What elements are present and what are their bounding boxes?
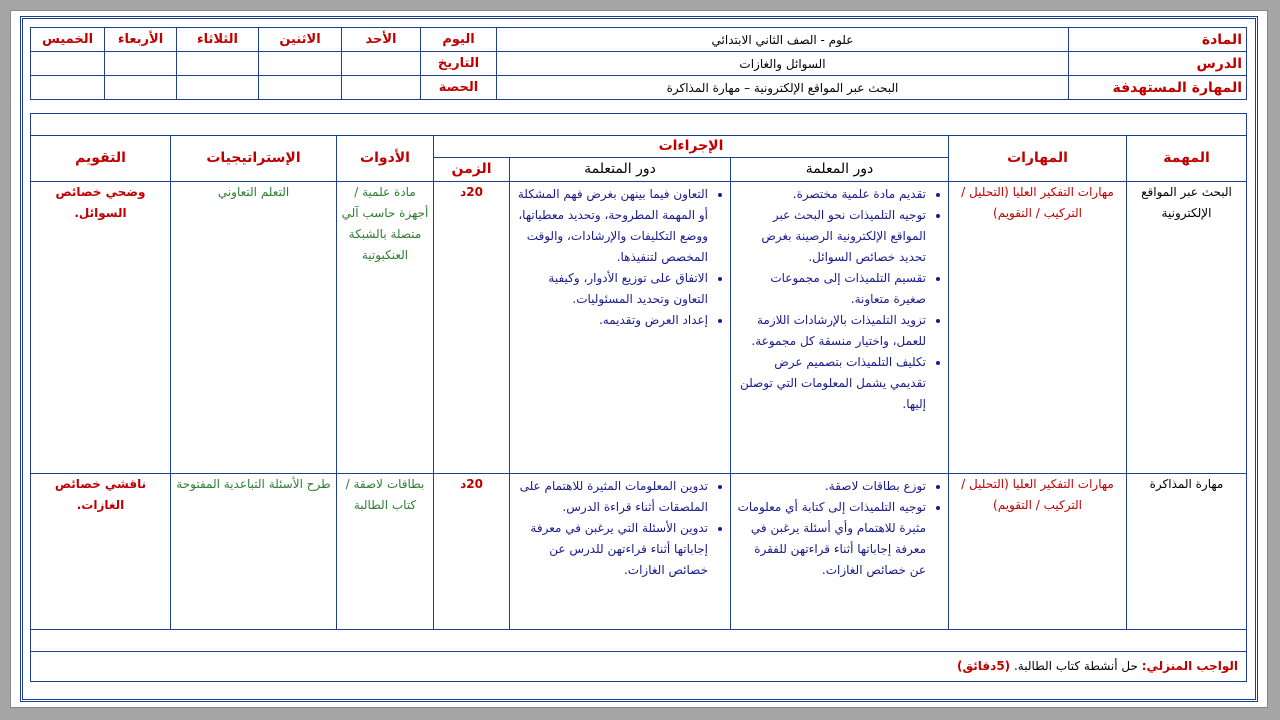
list-item: • الاتفاق على توزيع الأدوار، وكيفية التعاون وتحديد المسئوليات. — [514, 268, 708, 310]
list-item: • تدوين الأسئلة التي يرغبن في معرفة إجاباتها أثناء قراءتهن للدرس عن خصائص الغازات. — [514, 518, 708, 581]
day-label: اليوم — [421, 28, 497, 52]
col-time: الزمن — [434, 158, 510, 182]
day-monday: الاثنين — [259, 28, 342, 52]
lesson-plan-sheet — [20, 16, 1258, 702]
student-role-cell — [510, 474, 731, 630]
task-cell: مهارة المذاكرة — [1127, 474, 1247, 630]
period-cell — [259, 76, 342, 100]
period-cell — [342, 76, 421, 100]
student-role-cell — [510, 182, 731, 474]
strategy-cell: طرح الأسئلة التباعدية المفتوحة — [171, 474, 337, 630]
date-cell — [31, 52, 105, 76]
list-item: • توجيه التلميذات إلى كتابة أي معلومات مثيرة للاهتمام وأي أسئلة يرغبن في معرفة إجاباتها أثناء قراءتهن للفقرة عن خصائص الغازات. — [735, 497, 926, 581]
homework-row — [31, 652, 1247, 682]
lesson-value: السوائل والغازات — [497, 52, 1069, 76]
teacher-role-cell — [731, 182, 949, 474]
list-item: • توزع بطاقات لاصقة. — [735, 476, 926, 497]
list-item: • تزويد التلميذات بالإرشادات اللازمة للعمل، واختيار منسقة كل مجموعة. — [735, 310, 926, 352]
spacer-row — [31, 114, 1247, 136]
time-cell: 20د — [434, 474, 510, 630]
strategy-cell: التعلم التعاوني — [171, 182, 337, 474]
lesson-label: الدرس — [1069, 52, 1247, 76]
homework-text: حل أنشطة كتاب الطالبة. — [1013, 659, 1138, 673]
skills-cell: مهارات التفكير العليا (التحليل / التركيب / التقويم) — [949, 474, 1127, 630]
date-cell — [342, 52, 421, 76]
list-item: • تقديم مادة علمية مختصرة. — [735, 184, 926, 205]
col-skills: المهارات — [949, 136, 1127, 182]
subject-label: المادة — [1069, 28, 1247, 52]
list-item: • توجيه التلميذات نحو البحث عبر المواقع الإلكترونية الرصينة بغرض تحديد خصائص السوائل. — [735, 205, 926, 268]
skill-value: البحث عبر المواقع الإلكترونية – مهارة المذاكرة — [497, 76, 1069, 100]
homework-label: الواجب المنزلي: — [1141, 659, 1238, 673]
list-item: • تكليف التلميذات بتصميم عرض تقديمي يشمل المعلومات التي توصلن إليها. — [735, 352, 926, 415]
date-cell — [259, 52, 342, 76]
evaluation-cell: ناقشي خصائص الغازات. — [31, 474, 171, 630]
col-strategies: الإستراتيجيات — [171, 136, 337, 182]
tools-cell: بطاقات لاصقة / كتاب الطالبة — [337, 474, 434, 630]
list-item: • إعداد العرض وتقديمه. — [514, 310, 708, 331]
period-label: الحصة — [421, 76, 497, 100]
list-item: • التعاون فيما بينهن بغرض فهم المشكلة أو المهمة المطروحة، وتحديد معطياتها، ووضع التكليفات والإرشادات، والوقت المخصص لتنفيذها. — [514, 184, 708, 268]
col-procedures: الإجراءات — [434, 136, 949, 158]
list-item: • تدوين المعلومات المثيرة للاهتمام على الملصقات أثناء قراءة الدرس. — [514, 476, 708, 518]
homework-time: (5دقائق) — [956, 659, 1011, 673]
period-cell — [177, 76, 259, 100]
evaluation-cell: وضحي خصائص السوائل. — [31, 182, 171, 474]
date-cell — [105, 52, 177, 76]
col-evaluation: التقويم — [31, 136, 171, 182]
day-tuesday: الثلاثاء — [177, 28, 259, 52]
time-cell: 20د — [434, 182, 510, 474]
teacher-role-cell — [731, 474, 949, 630]
table-row — [31, 182, 1247, 474]
day-wednesday: الأربعاء — [105, 28, 177, 52]
skill-label: المهارة المستهدفة — [1069, 76, 1247, 100]
date-label: التاريخ — [421, 52, 497, 76]
period-cell — [31, 76, 105, 100]
task-cell: البحث عبر المواقع الإلكترونية — [1127, 182, 1247, 474]
skills-cell: مهارات التفكير العليا (التحليل / التركيب / التقويم) — [949, 182, 1127, 474]
col-task: المهمة — [1127, 136, 1247, 182]
period-cell — [105, 76, 177, 100]
table-row — [31, 474, 1247, 630]
col-student-role: دور المتعلمة — [510, 158, 731, 182]
header-table — [30, 27, 1247, 100]
spacer-row — [31, 630, 1247, 652]
subject-value: علوم - الصف الثاني الابتدائي — [497, 28, 1069, 52]
col-teacher-role: دور المعلمة — [731, 158, 949, 182]
procedures-table — [30, 113, 1247, 682]
date-cell — [177, 52, 259, 76]
list-item: • تقسيم التلميذات إلى مجموعات صغيرة متعاونة. — [735, 268, 926, 310]
day-sunday: الأحد — [342, 28, 421, 52]
col-tools: الأدوات — [337, 136, 434, 182]
day-thursday: الخميس — [31, 28, 105, 52]
tools-cell: مادة علمية / أجهزة حاسب آلي متصلة بالشبكة العنكبوتية — [337, 182, 434, 474]
